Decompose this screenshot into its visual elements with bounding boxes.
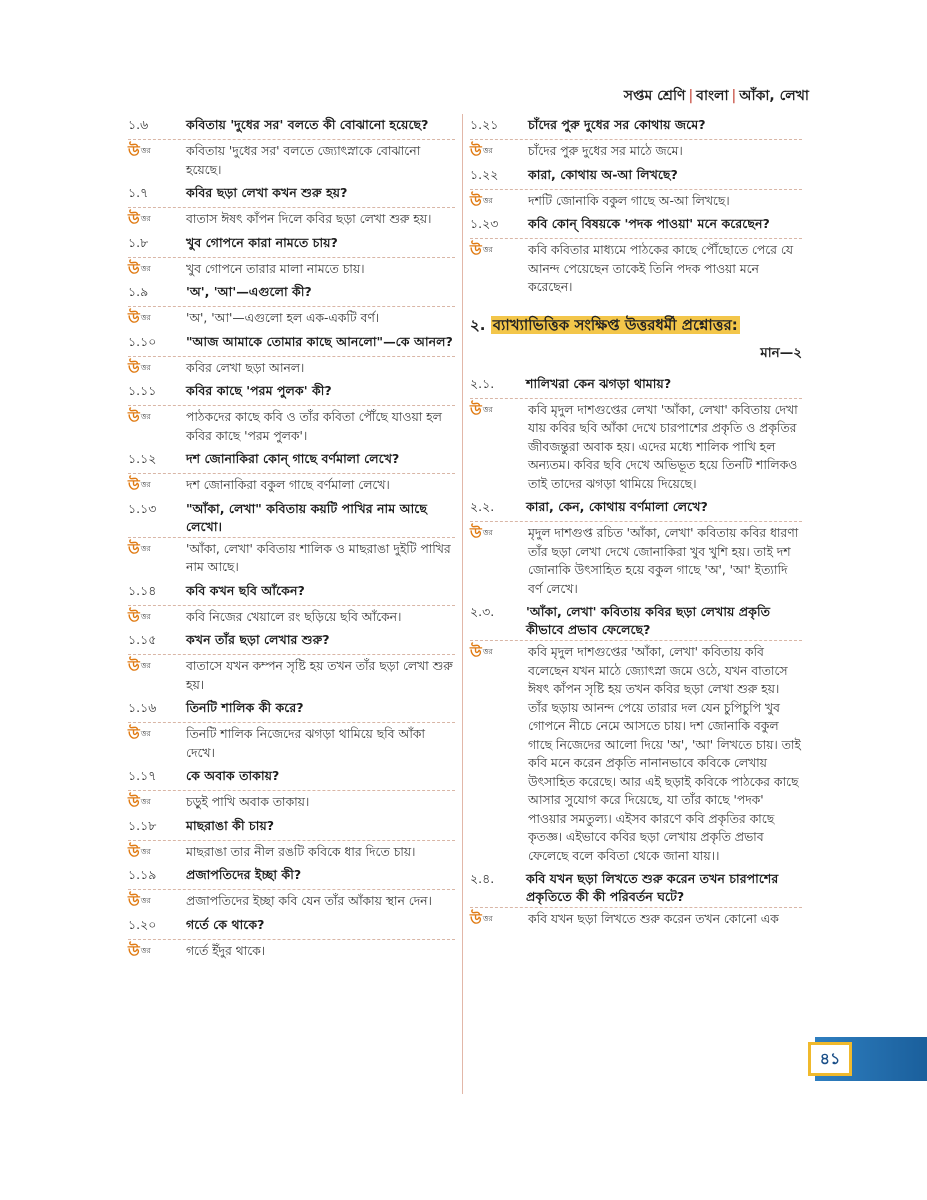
- answer-text: খুব গোপনে তারার মালা নামতে চায়।: [186, 261, 365, 276]
- question-row: [470, 496, 802, 522]
- question-row: [128, 448, 455, 474]
- answer-badge-letter: উ: [128, 358, 140, 377]
- question-number: ১.১৬: [128, 700, 157, 715]
- answer-badge-letter: উ: [128, 539, 140, 558]
- question-row: [128, 281, 455, 307]
- section-heading: [470, 314, 802, 336]
- question-text: কারা, কেন, কোথায় বর্ণমালা লেখে?: [526, 499, 708, 514]
- running-header: [624, 84, 809, 108]
- answer-badge-icon: [470, 910, 528, 928]
- answer-badge-icon: [128, 260, 186, 278]
- answer-badge-label: ত্তর: [140, 412, 151, 421]
- answer-row: [128, 606, 455, 630]
- answer-badge-letter: উ: [128, 842, 140, 861]
- answer-badge-label: ত্তর: [482, 914, 493, 923]
- question-row: [470, 601, 802, 641]
- question-text: প্রজাপতিদের ইচ্ছা কী?: [186, 867, 302, 882]
- answer-badge-icon: [128, 843, 186, 861]
- answer-badge-label: ত্তর: [140, 214, 151, 223]
- question-text: খুব গোপনে কারা নামতে চায়?: [186, 234, 338, 250]
- qa-item: [128, 380, 455, 448]
- answer-row: [128, 406, 455, 448]
- page-number: ৪১: [808, 1042, 852, 1076]
- answer-badge-label: ত্তর: [140, 797, 151, 806]
- question-text: 'অ', 'আ'—এগুলো কী?: [186, 284, 312, 299]
- answer-row: [128, 140, 455, 182]
- answer-badge-label: ত্তর: [140, 362, 151, 372]
- question-text: কবি কখন ছবি আঁকেন?: [186, 582, 305, 598]
- answer-badge-icon: [128, 892, 186, 910]
- qa-item: [470, 373, 802, 497]
- answer-text: কবি মৃদুল দাশগুপ্তের লেখা 'আঁকা, লেখা' কবিতায় দেখা যায় কবির ছবি আঁকা দেখে চারপাশের প্রকৃতি ও প্রকৃতির জীবজন্তুরা অবাক হয়। এদের মধ্যে শালিক পাখি হল অন্যতম। কবির ছবি দেখে অভিভূত হয়ে তিনটি শালিকও তাই তাদের ঝগড়া থামিয়ে দিয়েছে।: [528, 402, 798, 491]
- answer-badge-label: ত্তর: [140, 611, 151, 621]
- question-number: ১.১৯: [128, 867, 157, 882]
- answer-badge-icon: [128, 793, 186, 811]
- answer-badge-label: ত্তর: [140, 846, 151, 856]
- answer-text: মাছরাঙা তার নীল রঙটি কবিকে ধার দিতে চায়।: [186, 844, 416, 859]
- answer-badge-label: ত্তর: [482, 404, 493, 414]
- question-row: [128, 498, 455, 538]
- answer-text: চাঁদের পুরু দুধের সর মাঠে জমে।: [528, 144, 683, 158]
- question-number: ২.২.: [470, 499, 495, 514]
- answer-badge-icon: [128, 142, 186, 160]
- answer-row: [470, 522, 802, 601]
- answer-badge-label: ত্তর: [482, 146, 493, 155]
- answer-text: 'অ', 'আ'—এগুলো হল এক-একটি বর্ণ।: [186, 311, 380, 325]
- question-number: ১.২২: [470, 166, 499, 182]
- question-text: কবির কাছে 'পরম পুলক' কী?: [186, 383, 332, 398]
- answer-badge-letter: উ: [128, 142, 140, 160]
- header-subject: বাংলা: [696, 88, 729, 104]
- answer-row: [128, 890, 455, 914]
- question-number: ১.৭: [128, 185, 149, 200]
- answer-badge-icon: [470, 524, 528, 542]
- answer-badge-letter: উ: [128, 408, 140, 426]
- answer-badge-letter: উ: [470, 241, 482, 259]
- left-column: [128, 114, 455, 963]
- answer-badge-icon: [128, 359, 186, 377]
- question-row: [128, 580, 455, 606]
- question-number: ১.২৩: [470, 216, 499, 231]
- answer-row: [470, 140, 802, 164]
- answer-badge-label: ত্তর: [140, 313, 151, 322]
- question-text: 'আঁকা, লেখা' কবিতায় কবির ছড়া লেখায় প্রকৃতি কীভাবে প্রভাব ফেলেছে?: [526, 604, 771, 637]
- question-row: [128, 232, 455, 258]
- question-row: [128, 629, 455, 655]
- question-row: [128, 331, 455, 357]
- answer-badge-label: ত্তর: [140, 146, 151, 155]
- qa-item: [128, 448, 455, 498]
- answer-text: প্রজাপতিদের ইচ্ছা কবি যেন তাঁর আঁকায় স্থান দেন।: [186, 894, 432, 908]
- answer-badge-label: ত্তর: [140, 729, 151, 738]
- answer-badge-label: ত্তর: [140, 945, 151, 955]
- answer-badge-icon: [470, 192, 528, 210]
- answer-badge-icon: [470, 142, 528, 160]
- answer-row: [128, 357, 455, 381]
- answer-badge-letter: উ: [128, 941, 140, 960]
- answer-text: চড়ুই পাখি অবাক তাকায়।: [186, 795, 310, 809]
- qa-item: [470, 868, 802, 932]
- question-number: ১.১৪: [128, 582, 157, 598]
- answer-badge-icon: [128, 309, 186, 327]
- answer-row: [128, 258, 455, 282]
- question-row: [128, 815, 455, 841]
- header-separator: |: [731, 88, 737, 104]
- answer-badge-label: ত্তর: [140, 896, 151, 905]
- answer-text: কবি যখন ছড়া লিখতে শুরু করেন তখন কোনো এক: [528, 912, 779, 926]
- answer-text: কবিতায় 'দুধের সর' বলতে জ্যোৎস্নাকে বোঝানো হয়েছে।: [186, 144, 421, 177]
- answer-badge-icon: [128, 608, 186, 626]
- question-text: কারা, কোথায় অ-আ লিখছে?: [528, 166, 678, 182]
- section-marks: মান—২: [760, 344, 802, 361]
- column-divider: [462, 114, 463, 1094]
- question-text: তিনটি শালিক কী করে?: [186, 700, 304, 715]
- question-number: ২.৪.: [470, 871, 495, 886]
- answer-text: দশ জোনাকিরা বকুল গাছে বর্ণমালা লেখে।: [186, 478, 390, 492]
- answer-badge-label: ত্তর: [482, 647, 493, 656]
- answer-text: কবি নিজের খেয়ালে রং ছড়িয়ে ছবি আঁকেন।: [186, 609, 402, 624]
- answer-badge-label: ত্তর: [482, 245, 493, 254]
- answer-text: মৃদুল দাশগুপ্ত রচিত 'আঁকা, লেখা' কবিতায় কবির ধারণা তাঁর ছড়া লেখা দেখে জোনাকিরা খুব খুশি হয়। তাই দশ জোনাকি উৎসাহিত হয়ে বকুল গাছে 'অ', 'আ' ইত্যাদি বর্ণ লেখে।: [528, 526, 799, 596]
- answer-badge-label: ত্তর: [140, 480, 151, 489]
- answer-badge-letter: উ: [128, 210, 140, 228]
- answer-row: [128, 307, 455, 331]
- answer-badge-letter: উ: [128, 259, 140, 278]
- right-column: [470, 114, 802, 932]
- answer-badge-icon: [470, 241, 528, 259]
- header-chapter: আঁকা, লেখা: [739, 88, 809, 104]
- question-text: মাছরাঙা কী চায়?: [186, 817, 275, 833]
- qa-item: [470, 164, 802, 214]
- qa-item: [470, 114, 802, 164]
- qa-item: [128, 498, 455, 580]
- answer-badge-icon: [128, 657, 186, 675]
- answer-badge-letter: উ: [470, 400, 482, 419]
- qa-item: [128, 114, 455, 182]
- question-row: [128, 380, 455, 406]
- qa-item: [128, 281, 455, 331]
- qa-item: [128, 815, 455, 865]
- question-row: [470, 373, 802, 399]
- answer-badge-letter: উ: [470, 643, 482, 661]
- question-number: ১.১৭: [128, 768, 157, 783]
- question-row: [128, 114, 455, 140]
- answer-row: [128, 208, 455, 232]
- qa-item: [128, 232, 455, 282]
- question-row: [470, 114, 802, 140]
- qa-item: [128, 765, 455, 815]
- qa-item: [128, 864, 455, 914]
- answer-badge-letter: উ: [128, 476, 140, 494]
- answer-badge-label: ত্তর: [140, 263, 151, 273]
- answer-text: কবি কবিতার মাধ্যমে পাঠকের কাছে পৌঁছোতে পেরে যে আনন্দ পেয়েছেন তাকেই তিনি পদক পাওয়া মনে করেছেন।: [528, 243, 793, 294]
- header-class: সপ্তম শ্রেণি: [623, 88, 686, 104]
- qa-item: [128, 331, 455, 381]
- question-number: ১.২০: [128, 916, 157, 932]
- answer-row: [128, 538, 455, 580]
- section-title: ব্যাখ্যাভিত্তিক সংক্ষিপ্ত উত্তরধর্মী প্রশ্নোত্তর:: [492, 315, 738, 334]
- answer-row: [470, 641, 802, 868]
- answer-badge-letter: উ: [470, 142, 482, 160]
- question-number: ১.৬: [128, 117, 149, 132]
- answer-badge-icon: [128, 476, 186, 494]
- qa-item: [128, 629, 455, 697]
- question-number: ১.১২: [128, 451, 157, 466]
- question-number: ১.২১: [470, 117, 499, 132]
- qa-item: [128, 182, 455, 232]
- answer-text: গর্তে ইঁদুর থাকে।: [186, 943, 266, 958]
- answer-row: [128, 655, 455, 697]
- answer-row: [470, 239, 802, 300]
- question-text: কবি কোন্ বিষয়কে 'পদক পাওয়া' মনে করেছেন?: [528, 216, 770, 231]
- question-number: ১.১৮: [128, 817, 157, 833]
- question-row: [128, 765, 455, 791]
- question-text: কখন তাঁর ছড়া লেখার শুরু?: [186, 632, 330, 647]
- question-row: [128, 182, 455, 208]
- answer-badge-icon: [128, 210, 186, 228]
- question-text: কবি যখন ছড়া লিখতে শুরু করেন তখন চারপাশের প্রকৃতিতে কী কী পরিবর্তন ঘটে?: [526, 871, 779, 904]
- answer-row: [470, 399, 802, 497]
- qa-item: [470, 601, 802, 868]
- question-number: ১.৯: [128, 284, 149, 299]
- question-row: [128, 914, 455, 940]
- answer-text: বাতাস ঈষৎ কাঁপন দিলে কবির ছড়া লেখা শুরু হয়।: [186, 212, 432, 226]
- answer-badge-letter: উ: [470, 910, 482, 928]
- qa-item: [128, 914, 455, 964]
- answer-badge-icon: [128, 408, 186, 426]
- header-separator: |: [688, 88, 694, 104]
- section-number: ২.: [470, 315, 486, 334]
- question-row: [470, 868, 802, 908]
- answer-badge-letter: উ: [470, 524, 482, 542]
- answer-badge-label: ত্তর: [140, 661, 151, 670]
- answer-badge-letter: উ: [128, 892, 140, 910]
- answer-text: দশটি জোনাকি বকুল গাছে অ-আ লিখছে।: [528, 193, 730, 208]
- answer-row: [128, 791, 455, 815]
- answer-badge-letter: উ: [128, 309, 140, 327]
- question-text: শালিখরা কেন ঝগড়া থামায়?: [526, 375, 672, 391]
- answer-badge-label: ত্তর: [482, 528, 493, 537]
- answer-badge-letter: উ: [470, 191, 482, 210]
- question-text: কবির ছড়া লেখা কখন শুরু হয়?: [186, 185, 348, 200]
- answer-row: [128, 940, 455, 964]
- question-number: ২.১.: [470, 375, 495, 391]
- question-text: কবিতায় 'দুধের সর' বলতে কী বোঝানো হয়েছে?: [186, 117, 429, 132]
- qa-item: [470, 213, 802, 300]
- answer-row: [470, 908, 802, 932]
- answer-badge-label: ত্তর: [140, 543, 151, 553]
- answer-badge-label: ত্তর: [482, 195, 493, 205]
- answer-row: [470, 190, 802, 214]
- answer-badge-letter: উ: [128, 607, 140, 626]
- answer-text: 'আঁকা, লেখা' কবিতায় শালিক ও মাছরাঙা দুইটি পাখির নাম আছে।: [186, 541, 451, 574]
- answer-text: তিনটি শালিক নিজেদের ঝগড়া থামিয়ে ছবি আঁকা দেখে।: [186, 727, 425, 760]
- question-row: [128, 697, 455, 723]
- qa-item: [128, 580, 455, 630]
- answer-badge-icon: [128, 540, 186, 558]
- question-row: [128, 864, 455, 890]
- answer-badge-letter: উ: [128, 793, 140, 811]
- answer-text: কবি মৃদুল দাশগুপ্তের 'আঁকা, লেখা' কবিতায় কবি বলেছেন যখন মাঠে জ্যোৎস্না জমে ওঠে, যখন বাতাসে ঈষৎ কাঁপন সৃষ্টি হয় তখন কবির ছড়া লেখা শুরু হয়। তাঁর ছড়ায় আনন্দ পেয়ে তারার দল যেন চুপিচুপি খুব গোপনে নীচে নেমে আসতে চায়। দশ জোনাকি বকুল গাছে নিজেদের আলো দিয়ে 'অ', 'আ' লিখতে চায়। তাই কবি মনে করেন প্রকৃতি নানানভাবে কবিকে লেখায় উৎসাহিত করেছে। আর এই ছড়াই কবিকে পাঠকের কাছে আসার সুযোগ করে দিয়েছে, যা তাঁর কাছে 'পদক' পাওয়ার সমতুল্য। এইসব কারণে কবি প্রকৃতির কাছে কৃতজ্ঞ। এইভাবে কবির ছড়া লেখায় প্রকৃতি প্রভাব ফেলেছে বলে কবিতা থেকে জানা যায়।।: [528, 645, 801, 863]
- answer-text: পাঠকদের কাছে কবি ও তাঁর কবিতা পৌঁছে যাওয়া হল কবির কাছে 'পরম পুলক'।: [186, 410, 442, 443]
- qa-item: [128, 697, 455, 765]
- question-number: ১.১৩: [128, 500, 157, 516]
- question-number: ১.১০: [128, 333, 157, 349]
- answer-badge-icon: [128, 942, 186, 960]
- question-row: [470, 213, 802, 239]
- answer-text: কবির লেখা ছড়া আনল।: [186, 360, 305, 375]
- question-text: চাঁদের পুরু দুধের সর কোথায় জমে?: [528, 117, 706, 132]
- answer-badge-icon: [470, 401, 528, 419]
- qa-item: [470, 496, 802, 601]
- question-text: দশ জোনাকিরা কোন্ গাছে বর্ণমালা লেখে?: [186, 451, 400, 466]
- question-number: ২.৩.: [470, 604, 495, 619]
- answer-row: [128, 841, 455, 865]
- answer-row: [128, 474, 455, 498]
- question-number: ১.১৫: [128, 632, 157, 647]
- question-number: ১.১১: [128, 383, 157, 398]
- question-text: "আঁকা, লেখা" কবিতায় কয়টি পাখির নাম আছে লেখো।: [186, 500, 427, 534]
- answer-text: বাতাসে যখন কম্পন সৃষ্টি হয় তখন তাঁর ছড়া লেখা শুরু হয়।: [186, 659, 453, 692]
- answer-row: [128, 723, 455, 765]
- question-number: ১.৮: [128, 234, 149, 250]
- question-text: "আজ আমাকে তোমার কাছে আনলো"—কে আনল?: [186, 333, 453, 349]
- question-text: গর্তে কে থাকে?: [186, 916, 265, 932]
- answer-badge-icon: [128, 725, 186, 743]
- answer-badge-icon: [470, 643, 528, 661]
- question-text: কে অবাক তাকায়?: [186, 768, 280, 783]
- answer-badge-letter: উ: [128, 657, 140, 675]
- question-row: [470, 164, 802, 190]
- answer-badge-letter: উ: [128, 725, 140, 743]
